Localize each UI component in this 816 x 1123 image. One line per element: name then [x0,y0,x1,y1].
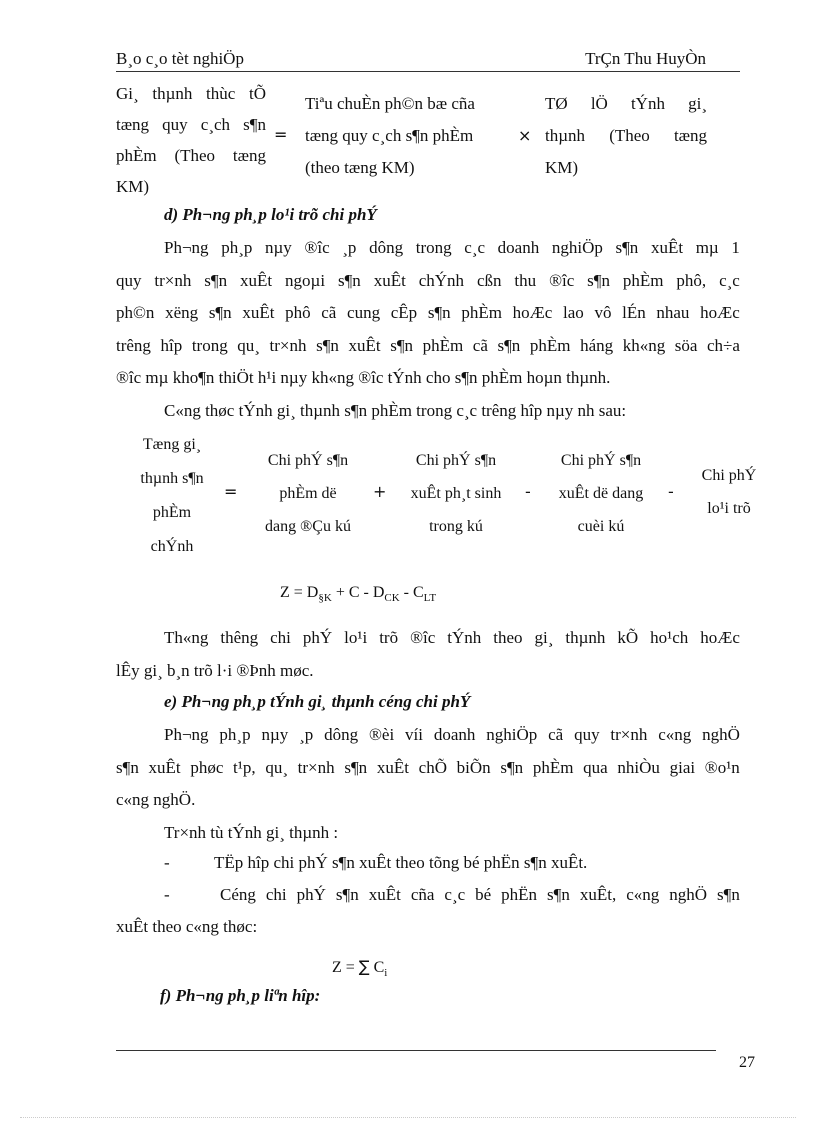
bullet-continuation: xuÊt theo c«ng thøc: [116,917,258,936]
formula-2-minus: - [525,482,531,501]
word: s¶n [204,270,228,290]
formula-3-subscript: CK [384,592,400,604]
word: thµnh [152,84,193,103]
word: ph©n [116,303,155,322]
formula-intro: C«ng thøc tÝnh gi¸ thµnh s¶n phÈm trong c¸c trêng hîp nµy nh sau: [164,400,627,420]
word: s¶n [547,885,570,904]
page-edge-divider [20,1117,796,1118]
formula-2-lhs [120,428,224,564]
word: cÊp [390,303,418,322]
word: nµy [265,238,292,257]
word: phÝ [296,885,326,904]
word: xuÊt, [579,885,617,904]
word: (Theo [174,146,216,165]
word: phÝ [302,628,333,647]
word: s¶n [587,270,610,290]
formula-1-middle-line: (theo tæng KM) [305,158,415,177]
paragraph-line: ®îc mµ kho¶n thiÖt h¹i nµy kh«ng ®îc tÝnh cho s¶n phÈm hoµn thµnh. [116,368,611,387]
word: kh«ng [622,335,666,355]
word: nghÖ [669,885,708,904]
word: qu¸ [265,757,288,777]
paragraph-line [116,719,740,752]
formula-2-minus: - [668,482,674,501]
word: ®îc [410,628,436,647]
bullet-text [220,885,740,905]
word: xuÊt [148,757,181,777]
word: doanh [497,238,540,257]
word: ngoµi [285,270,326,290]
formula-1-lhs-line [116,109,266,140]
formula-2-plus: + [373,482,387,501]
word: mµ [695,238,719,257]
word: nhiÒu [617,757,660,777]
word: xëng [165,303,199,322]
word: dông [324,725,359,744]
word: tr×nh [610,725,648,744]
word: quy [116,270,142,290]
word: xuÊt [240,270,273,290]
word: phÈm [116,146,157,165]
word: s¶n [208,303,232,322]
formula-1-middle-line: Tiªu chuÈn ph©n bæ cña [305,94,475,113]
word: Th«ng [164,628,209,647]
word: s¶n [243,115,266,134]
formula-3-part: - C [399,584,424,601]
paragraph-line: lÊy gi¸ b¸n trõ l·i ®Þnh møc. [116,660,314,680]
word: bé [475,885,492,904]
word: tæng [673,126,707,145]
word: s¶n [337,270,361,290]
section-e-heading: e) Ph¬ng ph¸p tÝnh gi¸ thµnh céng chi phÝ [164,692,471,711]
formula-1-rhs-line [545,120,707,152]
footer-rule [116,1050,716,1051]
formula-2-term-2 [391,444,521,543]
word: s¶n [335,885,359,904]
word: cã [321,303,337,322]
word: thùc [206,84,236,103]
word: lao [562,303,584,322]
formula-1-lhs-line [116,78,266,109]
formula-2-equals: = [224,482,238,501]
formula-2-lhs-line: phÈm [152,504,192,521]
word: trõ [379,628,399,647]
header-author: TrÇn Thu HuyÒn [585,49,706,68]
paragraph-line [116,622,740,655]
formula-1-times: × [518,126,532,145]
formula-1-lhs-line [116,140,266,171]
paragraph-line [116,330,740,363]
word: tr×nh [154,270,192,290]
word: chi [270,628,291,647]
word: c¸c [444,885,466,904]
word: Ph¬ng [164,238,209,257]
word: chÕ [418,757,447,777]
paragraph-line [116,265,740,298]
formula-2-term-line: cuèi kú [577,518,625,535]
formula-4-part: Z = [332,959,359,976]
word: nghÖ [702,725,740,744]
formula-4-subscript: i [384,967,388,979]
word: xuÊt [242,303,275,322]
word: nghiÖp [486,725,538,744]
word: doanh [433,725,476,744]
word: hîp [160,335,183,355]
word: phÈm [461,303,502,322]
word: c«ng [626,885,660,904]
formula-1-middle [305,88,475,184]
word: qua [583,757,608,777]
word: nµy [261,725,289,744]
word: kÕ [617,628,639,647]
formula-2-term-line: lo¹i trõ [707,500,751,517]
word: ho¹ch [650,628,689,647]
formula-2-term-4 [684,459,774,525]
word: cßn [476,270,502,290]
formula-2-term-line: Chi phÝ s¶n [415,452,497,469]
word: s¶n [427,303,451,322]
formula-2-term-line: trong kú [429,518,483,535]
word: phøc [190,757,224,777]
formula-1-rhs-line: KM) [545,158,579,177]
word: thµnh [565,628,606,647]
formula-2-term-line: dang ®Çu kú [265,518,351,535]
word: xuÊt [348,335,381,355]
word: ch÷a [707,335,740,355]
formula-3-subscript: LT [423,592,437,604]
word: gi¸ [688,94,707,113]
bullet-marker: - [164,853,170,872]
word: thêng [220,628,259,647]
section-f-heading: f) Ph¬ng ph¸p liªn hîp: [160,986,321,1005]
formula-3-part: Z = D [280,584,319,601]
formula-1-equals: = [274,125,288,144]
word: vô [594,303,612,322]
section-d-paragraph [116,232,740,427]
formula-1-rhs-line [545,88,707,120]
formula-2-term-line: Chi phÝ s¶n [560,452,642,469]
word: ph¸p [221,238,253,257]
bullet-marker: - [164,885,170,904]
word: phÈm [532,757,574,777]
word: 1 [731,238,740,257]
formula-2-term-line: Chi phÝ s¶n [267,452,349,469]
word: cã [548,725,564,744]
word: giai [669,757,696,777]
paragraph-line: c«ng nghÖ. [116,790,196,809]
formula-2-term-line: xuÊt dë dang [558,485,644,502]
formula-1-rhs [545,88,707,184]
word: s¶n [116,757,139,777]
word: phÈm [529,335,571,355]
formula-3-subscript: §K [318,592,332,604]
word: lÖ [590,94,608,113]
formula-1-lhs [116,78,266,202]
word: Céng [220,885,256,904]
section-d-heading: d) Ph¬ng ph¸p lo¹i trõ chi phÝ [164,205,377,224]
formula-2-lhs-line: chÝnh [150,538,194,555]
word: tr×nh [297,757,335,777]
word: dông [369,238,404,257]
word: cña [410,885,435,904]
formula-1-lhs-line: KM) [116,177,150,196]
formula-3-part: + C - D [331,584,385,601]
word: quy [162,115,188,134]
word: lo¹i [344,628,368,647]
word: hoÆc [700,303,740,322]
word: cã [472,335,488,355]
word: Gi¸ [116,84,139,103]
word: TØ [545,94,568,113]
word: chi [265,885,287,904]
word: biÕn [456,757,491,777]
word: víi [405,725,423,744]
word: ®o¹n [704,757,740,777]
word: tÝnh [630,94,665,113]
formula-4-part: C [369,959,385,976]
word: trêng [116,335,151,355]
word: xuÊt [376,757,409,777]
word: ®îc [549,270,575,290]
word: tÝnh [447,628,482,647]
header-report-title: B¸o c¸o tèt nghiÖp [116,49,244,68]
word: tæng [232,146,266,165]
word: nhau [656,303,690,322]
word: ¸p [342,238,357,257]
section-e-paragraph [116,719,740,849]
word: thu [514,270,537,290]
word: háng [580,335,614,355]
sigma-symbol: ∑ [358,957,370,976]
paragraph-line [116,752,740,785]
word: t¹p, [233,757,256,777]
bullet-text: TËp hîp chi phÝ s¶n xuÊt theo tõng bé phËn s¶n xuÊt. [214,853,588,872]
formula-3 [280,584,436,604]
word: theo [493,628,523,647]
word: nghiÖp [551,238,603,257]
formula-2-lhs-line: thµnh s¶n [140,470,204,487]
word: trong [191,335,228,355]
formula-2-term-line: phÈm dë [279,485,337,502]
word: phÈm [422,335,464,355]
formula-2-term-line: xuÊt ph¸t sinh [410,485,502,502]
word: ph¸p [219,725,251,744]
word: s¶n [717,885,740,904]
formula-2-lhs-line: Tæng gi¸ [142,436,202,453]
word: cung [347,303,381,322]
word: s¶n [497,335,521,355]
word: trong [415,238,452,257]
word: Ph¬ng [164,725,209,744]
word: s¶n [500,757,524,777]
word: phËn [501,885,538,904]
word: (Theo [609,126,650,145]
formula-2-term-3 [538,444,664,543]
formula-2-term-1 [240,444,376,543]
word: ¸p [299,725,314,744]
word: tÕ [249,84,266,103]
word: hoÆc [512,303,553,322]
word: phô, [676,270,707,290]
page-header [116,49,740,72]
word: s¶n [615,238,639,257]
word: tæng [116,115,150,134]
word: s¶n [344,757,368,777]
word: s¶n [390,335,414,355]
word: xuÊt [368,885,401,904]
word: ®îc [304,238,330,257]
word: thµnh [545,126,586,145]
cost-exclusion-paragraph [116,622,740,687]
word: hoÆc [700,628,740,647]
paragraph-line [116,297,740,330]
formula-4 [332,957,387,979]
word: ®èi [368,725,395,744]
word: c¸c [464,238,486,257]
word: tr×nh [269,335,307,355]
word: quy [574,725,600,744]
word: phÈm [622,270,664,290]
formula-2-term-line: Chi phÝ [701,467,757,484]
page-number: 27 [739,1054,755,1071]
word: c¸c [719,270,740,290]
word: c¸ch [200,115,231,134]
paragraph-line [116,232,740,265]
word: xuÊt [373,270,406,290]
word: gi¸ [534,628,554,647]
word: c«ng [658,725,692,744]
word: xuÊt [650,238,684,257]
formula-1-middle-line: tæng quy c¸ch s¶n phÈm [305,126,474,145]
word: chÝnh [418,270,465,290]
word: s¶n [316,335,339,355]
word: lÉn [622,303,646,322]
word: söa [674,335,698,355]
word: qu¸ [237,335,260,355]
steps-intro: Tr×nh tù tÝnh gi¸ thµnh : [164,822,339,842]
word: phô [285,303,311,322]
